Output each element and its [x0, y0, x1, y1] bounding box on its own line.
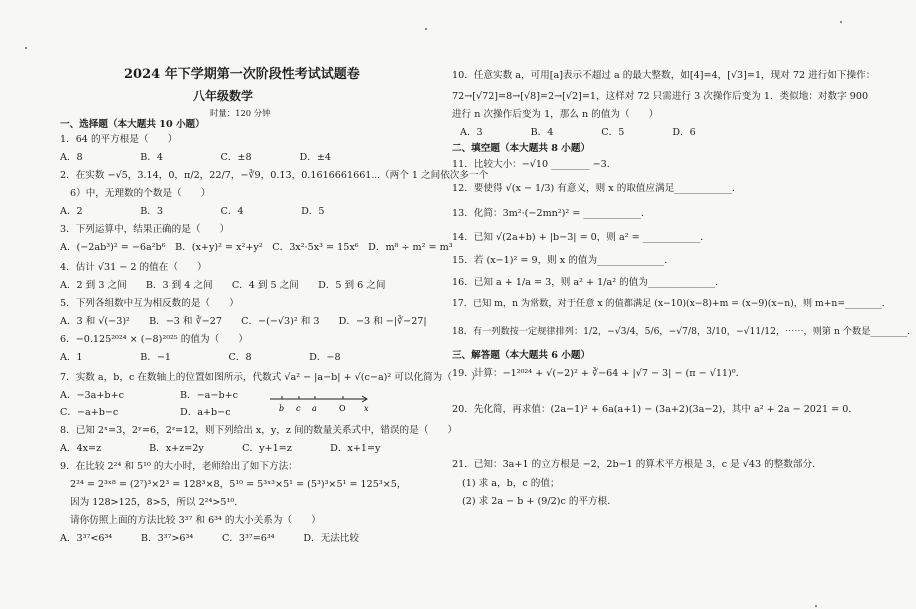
question-7-option-a: A．−3a+b+c: [60, 390, 124, 401]
question-2-options: A．2 B．3 C．4 D．5: [60, 206, 325, 217]
question-3-options: A．(−2ab³)² = −6a²b⁶ B．(x+y)² = x²+y² C．3x²·5x³ = 15x⁶ D．m⁸ ÷ m² = m³: [60, 242, 453, 253]
question-21-part-2: (2) 求 2a − b + (9/2)c 的平方根．: [462, 496, 617, 507]
question-5-options: A．3 和 √(−3)² B．−3 和 ∛−27 C．−(−√3)² 和 3 D．−3 和 −|∛−27|: [60, 316, 427, 327]
question-21: 21．已知：3a+1 的立方根是 −2，2b−1 的算术平方根是 3，c 是 √43 的整数部分．: [452, 459, 822, 470]
question-11: 11．比较大小：−√10 ________ −3．: [452, 159, 617, 170]
question-10-ask: 进行 n 次操作后变为 1，那么 n 的值为（ ）: [452, 109, 659, 120]
exam-title: 2024 年下学期第一次阶段性考试试题卷: [124, 67, 360, 82]
question-18: 18．有一列数按一定规律排列：1/2，−√3/4，5/6，−√7/8，3/10，−√11/12，⋯⋯，则第 n 个数是________．: [452, 326, 916, 337]
question-1: 1．64 的平方根是（ ）: [60, 134, 178, 145]
question-19: 19．计算：−1²⁰²⁴ + √(−2)² + ∛−64 + |√7 − 3| − (π − √11)⁰．: [452, 368, 746, 379]
question-6-options: A．1 B．−1 C．8 D．−8: [60, 352, 341, 363]
label-x: x: [364, 404, 369, 413]
question-9: 9．在比较 2²⁴ 和 5¹⁰ 的大小时，老师给出了如下方法：: [60, 461, 298, 472]
question-15: 15．若 (x−1)² = 9，则 x 的值为______________．: [452, 255, 674, 266]
label-c: c: [296, 404, 301, 413]
exam-subtitle: 八年级数学: [193, 89, 254, 103]
label-origin: O: [339, 404, 346, 413]
number-line: [268, 391, 372, 417]
question-17: 17．已知 m，n 为常数，对于任意 x 的值都满足 (x−10)(x−8)+m = (x−9)(x−n)，则 m+n=________．: [452, 298, 891, 309]
scan-speck: [840, 21, 842, 23]
section-heading-answer: 三、解答题（本大题共 6 小题）: [452, 350, 591, 361]
question-4-options: A．2 到 3 之间 B．3 到 4 之间 C．4 到 5 之间 D．5 到 6 之间: [60, 280, 386, 291]
question-9-ask: 请你仿照上面的方法比较 3³⁷ 和 6³⁴ 的大小关系为（ ）: [70, 515, 321, 526]
question-12: 12．要使得 √(x − 1/3) 有意义，则 x 的取值应满足____________．: [452, 183, 742, 194]
scan-speck: [815, 605, 817, 607]
question-8-options: A．4x=z B．x+z=2y C．y+1=z D．x+1=y: [60, 443, 381, 454]
exam-time: 时量：120 分钟: [210, 108, 271, 118]
question-13: 13．化简：3m²·(−2mn²)² = ____________．: [452, 208, 651, 219]
question-10: 10．任意实数 a，可用[a]表示不超过 a 的最大整数，如[4]=4，[√3]=1，现对 72 进行如下操作：: [452, 70, 876, 81]
question-16: 16．已知 a + 1/a = 3，则 a² + 1/a² 的值为______________．: [452, 277, 725, 288]
question-10-process: 72→[√72]=8→[√8]=2→[√2]=1，这样对 72 只需进行 3 次操作后变为 1．类似地：对数字 900: [452, 91, 869, 102]
question-7: 7．实数 a，b，c 在数轴上的位置如图所示，代数式 √a² − |a−b| + √(c−a)² 可以化简为（ ）: [60, 372, 481, 383]
label-b: b: [279, 404, 285, 413]
question-2-continued: 6）中，无理数的个数是（ ）: [70, 188, 211, 199]
scan-speck: [25, 47, 27, 49]
question-2: 2．在实数 −√5，3.14，0，π/2，22/7，−∛9，0.1̇3̇，0.1616661661⋯（两个 1 之间依次多一个: [60, 170, 489, 181]
question-7-option-d: D．a+b−c: [180, 407, 231, 418]
question-4: 4．估计 √31 − 2 的值在（ ）: [60, 262, 207, 273]
scan-speck: [425, 28, 427, 30]
question-5: 5．下列各组数中互为相反数的是（ ）: [60, 298, 239, 309]
question-9-method: 2²⁴ = 2³ˣ⁸ = (2⁷)³×2³ = 128³×8，5¹⁰ = 5³ˣ³×5¹ = (5³)³×5¹ = 125³×5，: [70, 479, 407, 490]
question-6: 6．−0.125²⁰²⁴ × (−8)²⁰²⁵ 的值为（ ）: [60, 334, 248, 345]
question-9-options: A．3³⁷<6³⁴ B．3³⁷>6³⁴ C．3³⁷=6³⁴ D．无法比较: [60, 533, 359, 544]
question-3: 3．下列运算中，结果正确的是（ ）: [60, 224, 230, 235]
question-8: 8．已知 2ˣ=3，2ʸ=6，2ᶻ=12，则下列给出 x，y，z 间的数量关系式中，错误的是（ ）: [60, 425, 458, 436]
question-21-part-1: (1) 求 a，b，c 的值；: [462, 478, 560, 489]
question-14: 14．已知 √(2a+b) + |b−3| = 0，则 a² = ____________．: [452, 232, 710, 243]
label-a: a: [312, 404, 317, 413]
question-20: 20．先化简，再求值：(2a−1)² + 6a(a+1) − (3a+2)(3a−2)，其中 a² + 2a − 2021 = 0．: [452, 404, 858, 415]
question-10-options: A．3 B．4 C．5 D．6: [460, 127, 696, 138]
question-7-option-c: C．−a+b−c: [60, 407, 119, 418]
section-heading-choice: 一、选择题（本大题共 10 小题）: [60, 119, 205, 130]
section-heading-fill: 二、填空题（本大题共 8 小题）: [452, 143, 591, 154]
question-1-options: A．8 B．4 C．±8 D．±4: [60, 152, 331, 163]
question-9-conclusion: 因为 128>125，8>5，所以 2²⁴>5¹⁰.: [70, 497, 238, 508]
question-7-option-b: B．−a−b+c: [180, 390, 238, 401]
